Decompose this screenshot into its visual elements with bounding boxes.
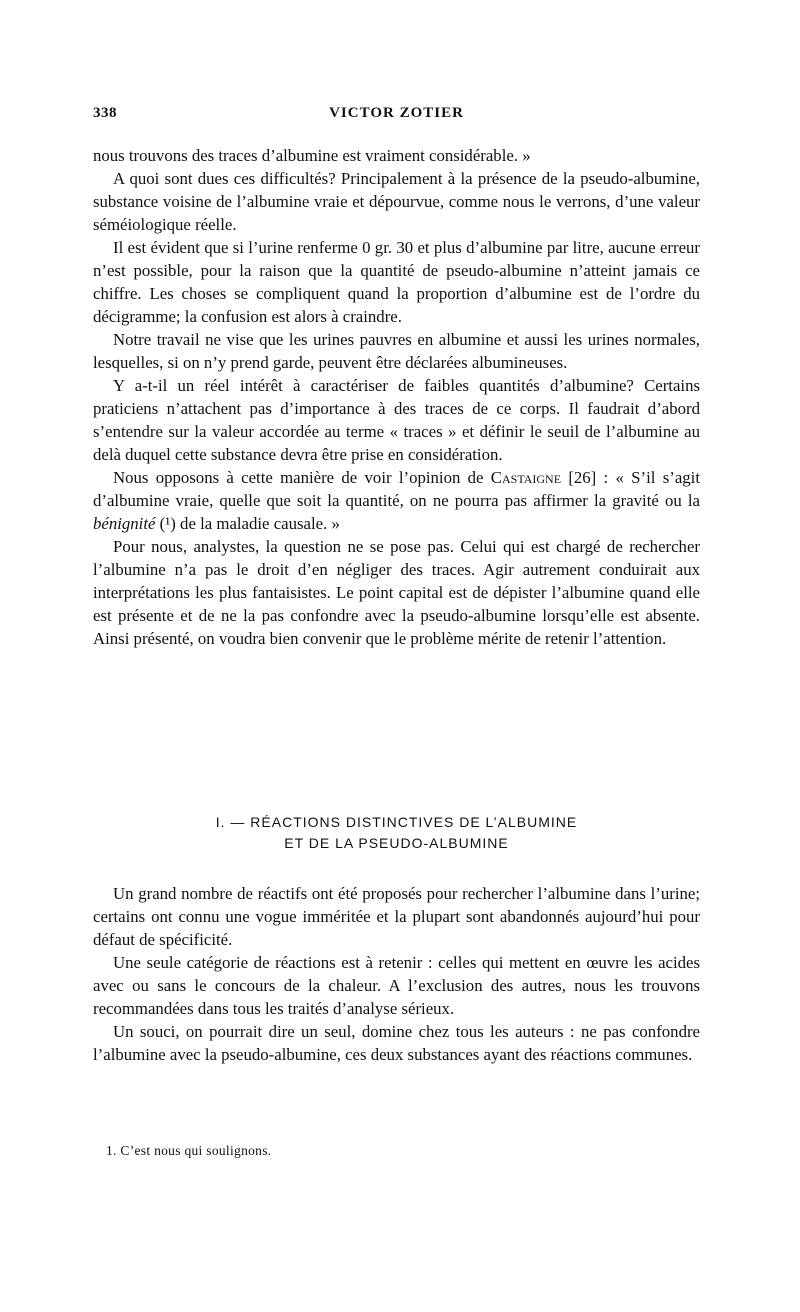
section-heading-line-1: I. — RÉACTIONS DISTINCTIVES DE L’ALBUMINE: [215, 814, 578, 830]
footnote: 1. C’est nous qui soulignons.: [106, 1143, 272, 1158]
paragraph: A quoi sont dues ces difficultés? Principalement à la présence de la pseudo-albumine, substance voisine de l’albumine vraie et dépourvue, comme nous le verrons, d’une valeur séméiologique réelle.: [93, 169, 700, 234]
paragraph: Un grand nombre de réactifs ont été proposés pour rechercher l’albumine dans l’urine; certains ont connu une vogue imméritée et la plupart sont abandonnés aujourd’hui pour défaut de spécificité.: [93, 884, 700, 949]
paragraph: Y a-t-il un réel intérêt à caractériser de faibles quantités d’albumine? Certains praticiens n’attachent pas d’importance à des traces de ce corps. Il faudrait d’abord s’entendre sur la valeur accordée au terme « traces » et définir le seuil de l’albumine au delà duquel cette substance devra être prise en considération.: [93, 376, 700, 464]
quote-text: [26] : « S’il s’agit d’albumine vraie, quelle que soit la quantité, on ne pourra pas affirmer la gravité ou la: [93, 468, 700, 510]
running-head: [93, 105, 700, 129]
quote-intro: Nous opposons à cette manière de voir l’opinion de: [113, 468, 491, 487]
running-title: VICTOR ZOTIER: [329, 105, 464, 121]
paragraph: Une seule catégorie de réactions est à retenir : celles qui mettent en œuvre les acides avec ou sans le concours de la chaleur. A l’exclusion des autres, nous les trouvons recommandées dans tous les traités d’analyse sérieux.: [93, 953, 700, 1018]
page-number: 338: [93, 105, 117, 121]
paragraph: Il est évident que si l’urine renferme 0 gr. 30 et plus d’albumine par litre, aucune erreur n’est possible, pour la raison que la quantité de pseudo-albumine n’atteint jamais ce chiffre. Les choses se compliquent quand la proportion d’albumine est de l’ordre du décigramme; la confusion est alors à craindre.: [93, 238, 700, 326]
quote-end: de la maladie causale. »: [175, 514, 340, 533]
cited-author: Castaigne: [490, 468, 562, 487]
body-section-1: [93, 144, 700, 650]
paragraph: nous trouvons des traces d’albumine est vraiment considérable. »: [93, 146, 531, 165]
emphasized-word: bénignité: [93, 514, 156, 533]
body-section-2: [93, 882, 700, 1066]
paragraph: Pour nous, analystes, la question ne se pose pas. Celui qui est chargé de rechercher l’albumine n’a pas le droit d’en négliger des traces. Agir autrement conduirait aux interprétations les plus fantaisistes. Le point capital est de dépister l’albumine quand elle est présente et de ne la pas confondre avec la pseudo-albumine lorsqu’elle est absente. Ainsi présenté, on voudra bien convenir que le problème mérite de retenir l’attention.: [93, 537, 700, 648]
section-heading: [93, 812, 700, 854]
paragraph: Notre travail ne vise que les urines pauvres en albumine et aussi les urines normales, lesquelles, si on n’y prend garde, peuvent être déclarées albumineuses.: [93, 330, 700, 372]
paragraph: Un souci, on pourrait dire un seul, domine chez tous les auteurs : ne pas confondre l’albumine avec la pseudo-albumine, ces deux substances ayant des réactions communes.: [93, 1022, 700, 1064]
footnote-reference: (¹): [155, 514, 176, 533]
section-heading-line-2: ET DE LA PSEUDO-ALBUMINE: [284, 835, 509, 851]
paragraph-quotation: [93, 466, 700, 535]
